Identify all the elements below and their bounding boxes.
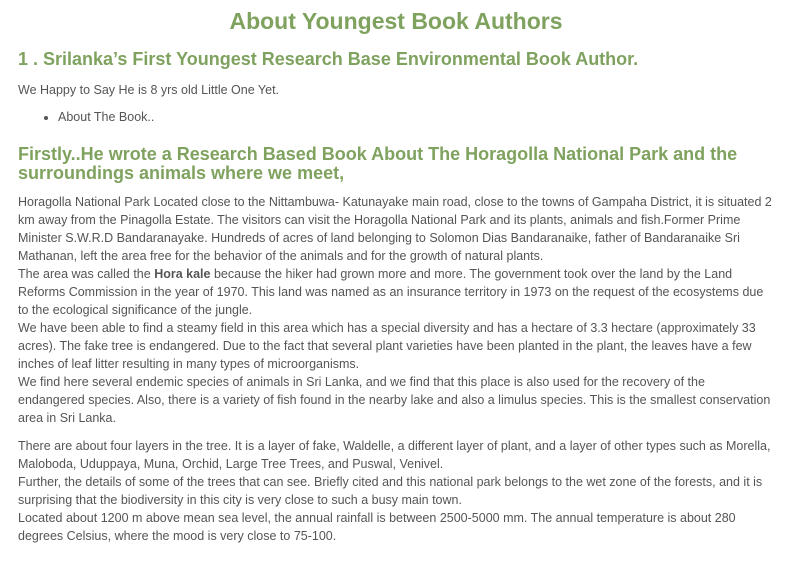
list-item: • About The Book..	[58, 108, 774, 126]
paragraph-line: We have been able to find a steamy field in this area which has a special diversity and has a hectare of 3.3 hectare (approximately 33 acres). The fake tree is endangered. Due to the fact that several plant varieties have been planted in the plant, the leaves have a few inches of leaf litter resulting in many types of microorganisms.	[18, 321, 756, 371]
bold-term: Hora kale	[154, 267, 211, 281]
paragraph-line: because the hiker had grown more and more. The government took over the land by the Land Reforms Commission in the year of 1970. This land was named as an insurance territory in 1973 on the request of the ecosystems due to the ecological significance of the jungle.	[18, 267, 764, 317]
paragraph-park-description	[18, 193, 774, 427]
paragraph-line: We find here several endemic species of animals in Sri Lanka, and we find that this place is also used for the recovery of the endangered species. Also, there is a variety of fish found in the nearby lake and also a limulus species. This is the smallest conservation area in Sri Lanka.	[18, 375, 771, 425]
section-heading-author: 1 . Srilanka’s First Youngest Research Base Environmental Book Author.	[18, 49, 639, 69]
page-title: About Youngest Book Authors	[229, 8, 563, 34]
paragraph-line: Located about 1200 m above mean sea level, the annual rainfall is between 2500-5000 mm. The annual temperature is about 280 degrees Celsius, where the mood is very close to 75-100.	[18, 511, 736, 543]
intro-text: We Happy to Say He is 8 yrs old Little One Yet.	[18, 83, 280, 97]
book-list	[18, 108, 774, 126]
paragraph-tree-layers	[18, 437, 774, 545]
paragraph-line: Further, the details of some of the trees that can see. Briefly cited and this national park belongs to the wet zone of the forests, and it is surprising that the biodiversity in this city is very close to such a busy main town.	[18, 475, 763, 507]
paragraph-line: There are about four layers in the tree. It is a layer of fake, Waldelle, a different layer of plant, and a layer of other types such as Morella, Maloboda, Uduppaya, Muna, Orchid, Large Tree Trees, and Puswal, Venivel.	[18, 439, 771, 471]
paragraph-line: Horagolla National Park Located close to the Nittambuwa- Katunayake main road, close to the towns of Gampaha District, it is situated 2 km away from the Pinagolla Estate. The visitors can visit the Horagolla National Park and its plants, animals and fish.Former Prime Minister S.W.R.D Bandaranayake. Hundreds of acres of land belonging to Solomon Dias Bandaranaike, father of Bandaranaike Sri Mathanan, left the area free for the behavior of the animals and for the growth of natural plants.	[18, 195, 772, 263]
paragraph-line: The area was called the	[18, 267, 155, 281]
section-heading-book: Firstly..He wrote a Research Based Book About The Horagolla National Park and the surroundings animals where we meet,	[18, 144, 738, 183]
